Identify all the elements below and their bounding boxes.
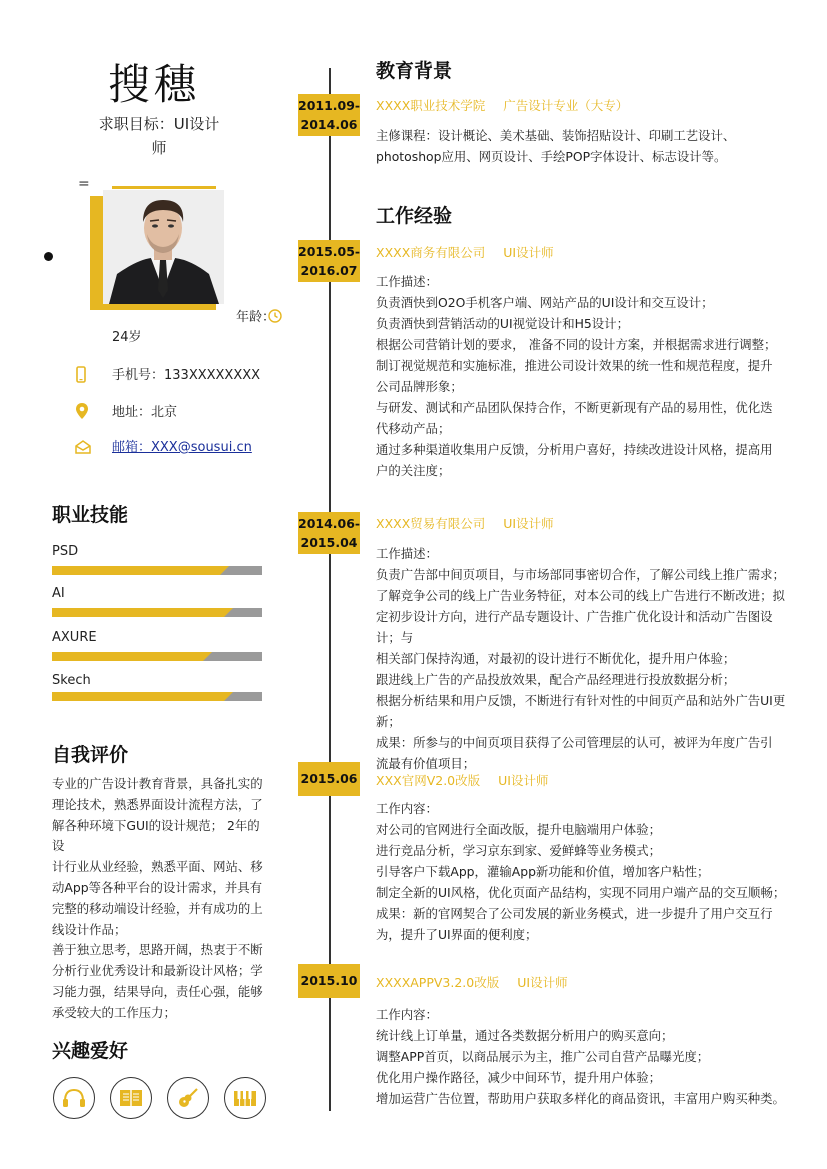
text-line: 主修课程：设计概论、美术基础、装饰招贴设计、印刷工艺设计、 [376,128,736,143]
text-line: 统计线上订单量，通过各类数据分析用户的购买意向； [376,1028,674,1043]
self-eval-line: 解各种环境下GUI的设计规范； 2年的设 [52,817,260,854]
skill-bar [52,652,262,661]
work-title: 工作经验 [376,205,453,227]
address: 地址：北京 [112,405,178,420]
text-line: photoshop应用、网页设计、手绘POP字体设计、标志设计等。 [376,149,727,164]
job-role: UI设计师 [503,516,554,531]
work-heading [376,243,554,261]
job-role: UI设计师 [498,773,549,788]
text-line: 工作描述： [376,546,438,561]
self-eval-line: 善于独立思考，思路开阔，热衷于不断 [52,942,263,958]
school-name: XXXX职业技术学院 [376,98,486,113]
headphones-icon [53,1077,95,1119]
skill-bar [52,692,262,701]
education-title: 教育背景 [376,60,453,82]
text-line: 与研发、测试和产品团队保持合作，不断更新现有产品的易用性，优化迭 [376,400,773,415]
job-role: UI设计师 [503,245,554,260]
photo-accent-line [112,186,216,189]
self-eval-line: 分析行业优秀设计和最新设计风格；学 [52,963,263,979]
email-link[interactable]: 邮箱：XXX@sousui.cn [112,440,252,455]
piano-icon [224,1077,266,1119]
date-start: 2015.05- [298,244,361,259]
work-text [376,798,796,945]
skill-level-fill [52,652,203,661]
job-objective-line1: 求职目标：UI设计 [98,115,220,133]
company-name: XXXX商务有限公司 [376,245,486,260]
work-heading [376,973,568,991]
text-line: 定初步设计方向，进行产品专题设计、广告推广优化设计和活动广告图设计；与 [376,609,773,645]
self-eval-line: 专业的广告设计教育背景，具备扎实的 [52,776,263,791]
text-line: 流最有价值项目； [376,756,476,771]
date-badge [298,512,360,554]
skill-name: AXURE [52,630,97,645]
text-line: 了解竞争公司的线上广告业务特征，对本公司的线上广告进行不断改进；拟 [376,588,785,603]
self-eval-text [52,774,270,1024]
skill-name: PSD [52,544,79,559]
text-line: 工作内容： [376,801,438,816]
work-text [376,543,796,774]
text-line: 成果：新的官网契合了公司发展的新业务模式，进一步提升了用户交互行 [376,906,773,921]
profile-photo [103,190,224,304]
hobbies-title: 兴趣爱好 [52,1040,129,1062]
portrait-image [103,190,224,304]
self-eval-title: 自我评价 [52,744,129,766]
self-eval-line: 动App等各种平台的设计需求，并具有 [52,879,263,895]
self-eval-line: 承受较大的工作压力； [52,1004,176,1020]
text-line: 调整APP首页，以商品展示为主，推广公司自营产品曝光度； [376,1049,710,1064]
book-icon [110,1077,152,1119]
skills-title: 职业技能 [52,504,129,526]
bullet-dot [44,252,53,261]
company-name: XXXX贸易有限公司 [376,516,486,531]
self-eval-line: 完整的移动端设计经验，并有成功的上 [52,900,263,916]
date-end: 2014.06 [300,117,358,132]
date-start: 2014.06- [298,516,361,531]
candidate-name: 搜穗 [108,60,201,109]
text-line: 跟进线上广告的产品投放效果，配合产品经理进行投放数据分析； [376,672,736,687]
education-text [376,125,796,167]
text-line: 户的关注度； [376,463,451,478]
date-badge [298,94,360,136]
age-label: 年龄： [236,310,276,325]
phone-icon [74,366,88,388]
age-value: 24岁 [112,330,142,345]
self-eval-line: 计行业从业经验，熟悉平面、网站、移 [52,859,263,875]
clock-icon [268,308,282,327]
stray-mark: = [78,176,90,192]
text-line: 负责酒快到O2O手机客户端、网站产品的UI设计和交互设计； [376,295,714,310]
text-line: 为，提升了UI界面的便利度； [376,927,538,942]
text-line: 制定全新的UI风格，优化页面产品结构，实现不同用户端产品的交互顺畅； [376,885,786,900]
timeline-line [329,68,331,1111]
text-line: 优化用户操作路径，减少中间环节，提升用户体验； [376,1070,661,1085]
text-line: 根据分析结果和用户反馈，不断进行有针对性的中间页产品和站外广告UI更新； [376,693,786,729]
work-heading [376,771,548,789]
text-line: 根据公司营销计划的要求， 准备不同的设计方案，并根据需求进行调整； [376,337,777,352]
text-line: 代移动产品； [376,421,451,436]
skill-name: Skech [52,673,91,688]
education-heading [376,96,628,114]
location-icon [74,402,90,424]
date-badge [298,240,360,282]
text-line: 通过多种渠道收集用户反馈，分析用户喜好，持续改进设计风格，提高用 [376,442,773,457]
text-line: 工作描述： [376,274,438,289]
guitar-icon [167,1077,209,1119]
job-objective-line2: 师 [151,139,167,157]
text-line: 成果：所参与的中间页项目获得了公司管理层的认可，被评为年度广告引 [376,735,773,750]
skill-name: AI [52,586,65,601]
job-role: UI设计师 [517,975,568,990]
text-line: 制订视觉规范和实施标准，推进公司设计效果的统一性和规范程度，提升 [376,358,773,373]
work-text [376,271,796,481]
date-start: 2015.10 [300,973,358,988]
text-line: 相关部门保持沟通，对最初的设计进行不断优化，提升用户体验； [376,651,736,666]
skill-bar [52,566,262,575]
phone-number: 手机号：133XXXXXXXX [112,368,261,383]
major-name: 广告设计专业（大专） [503,98,629,113]
project-name: XXXXAPPV3.2.0改版 [376,975,500,990]
skill-level-fill [52,692,224,701]
work-text [376,1004,796,1109]
text-line: 增加运营广告位置，帮助用户获取多样化的商品资讯，丰富用户购买种类。 [376,1091,785,1106]
text-line: 负责酒快到营销活动的UI视觉设计和H5设计； [376,316,629,331]
text-line: 对公司的官网进行全面改版，提升电脑端用户体验； [376,822,661,837]
date-end: 2016.07 [300,263,358,278]
self-eval-line: 线设计作品； [52,921,127,937]
job-objective [84,112,234,160]
text-line: 进行竞品分析，学习京东到家、爱鲜蜂等业务模式； [376,843,661,858]
skill-bar [52,608,262,617]
skill-level-fill [52,566,220,575]
date-end: 2015.04 [300,535,358,550]
date-start: 2011.09- [298,98,361,113]
self-eval-line: 理论技术，熟悉界面设计流程方法，了 [52,796,263,812]
date-start: 2015.06 [300,771,358,786]
skill-level-fill [52,608,224,617]
text-line: 工作内容： [376,1007,438,1022]
text-line: 公司品牌形象； [376,379,463,394]
work-heading [376,514,554,532]
self-eval-line: 习能力强，结果导向，责任心强，能够 [52,983,263,999]
mail-icon [74,439,92,459]
date-badge [298,762,360,796]
date-badge [298,964,360,998]
project-name: XXX官网V2.0改版 [376,773,481,788]
text-line: 引导客户下载App，灌输App新功能和价值，增加客户粘性； [376,864,710,879]
text-line: 负责广告部中间页项目，与市场部同事密切合作，了解公司线上推广需求； [376,567,785,582]
